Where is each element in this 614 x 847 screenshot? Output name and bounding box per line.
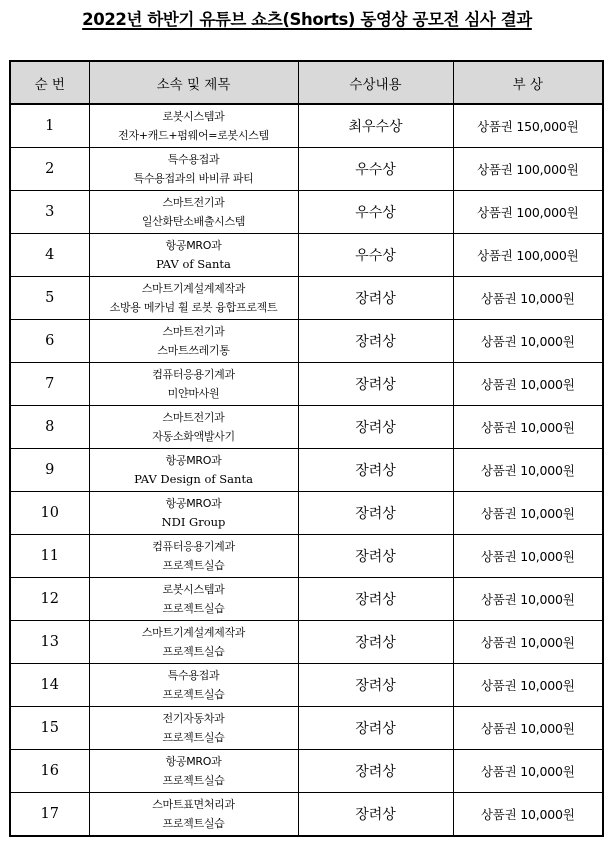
row-prize: 상품권 10,000원 xyxy=(453,578,603,621)
entry-department: 스마트기계설계제작과 xyxy=(141,282,246,295)
entry-department: 컴퓨터응용기계과 xyxy=(152,368,235,381)
entry-department: 스마트전기과 xyxy=(162,411,225,424)
row-number: 16 xyxy=(10,750,89,793)
row-entry xyxy=(89,449,298,492)
entry-department: 항공MRO과 xyxy=(165,454,222,467)
row-award: 장려상 xyxy=(298,277,453,320)
header-number: 순 번 xyxy=(10,61,89,104)
table-row xyxy=(10,191,603,234)
entry-title: 미얀마사원 xyxy=(167,387,220,400)
entry-department: 로봇시스템과 xyxy=(162,583,225,596)
row-prize: 상품권 100,000원 xyxy=(453,191,603,234)
row-entry xyxy=(89,750,298,793)
entry-department: 항공MRO과 xyxy=(165,497,222,510)
entry-title: 프로젝트실습 xyxy=(162,731,225,744)
row-prize: 상품권 10,000원 xyxy=(453,621,603,664)
entry-title: PAV Design of Santa xyxy=(134,472,253,486)
entry-department: 전기자동차과 xyxy=(162,712,225,725)
row-number: 15 xyxy=(10,707,89,750)
entry-title: 일산화탄소배출시스템 xyxy=(141,215,246,228)
row-prize: 상품권 10,000원 xyxy=(453,664,603,707)
row-entry xyxy=(89,578,298,621)
entry-department: 스마트전기과 xyxy=(162,196,225,209)
table-row xyxy=(10,750,603,793)
row-entry xyxy=(89,492,298,535)
row-award: 우수상 xyxy=(298,234,453,277)
row-prize: 상품권 150,000원 xyxy=(453,104,603,148)
header-prize: 부 상 xyxy=(453,61,603,104)
row-award: 최우수상 xyxy=(298,104,453,148)
row-award: 장려상 xyxy=(298,707,453,750)
row-award: 우수상 xyxy=(298,191,453,234)
entry-department: 항공MRO과 xyxy=(165,239,222,252)
row-prize: 상품권 10,000원 xyxy=(453,449,603,492)
entry-title: 프로젝트실습 xyxy=(162,817,225,830)
table-row xyxy=(10,578,603,621)
row-entry xyxy=(89,664,298,707)
row-prize: 상품권 10,000원 xyxy=(453,750,603,793)
row-number: 1 xyxy=(10,104,89,148)
row-entry xyxy=(89,535,298,578)
table-row xyxy=(10,621,603,664)
row-number: 12 xyxy=(10,578,89,621)
entry-title: PAV of Santa xyxy=(156,257,231,271)
row-award: 장려상 xyxy=(298,578,453,621)
entry-title: 특수용접과의 바비큐 파티 xyxy=(133,172,254,185)
table-row xyxy=(10,793,603,837)
row-number: 4 xyxy=(10,234,89,277)
row-award: 장려상 xyxy=(298,664,453,707)
table-row xyxy=(10,148,603,191)
row-prize: 상품권 10,000원 xyxy=(453,707,603,750)
entry-title: 프로젝트실습 xyxy=(162,645,225,658)
header-entry: 소속 및 제목 xyxy=(89,61,298,104)
row-award: 우수상 xyxy=(298,148,453,191)
row-award: 장려상 xyxy=(298,750,453,793)
row-prize: 상품권 10,000원 xyxy=(453,492,603,535)
entry-department: 스마트기계설계제작과 xyxy=(141,626,246,639)
entry-title: 프로젝트실습 xyxy=(162,688,225,701)
row-number: 7 xyxy=(10,363,89,406)
row-number: 13 xyxy=(10,621,89,664)
row-entry xyxy=(89,793,298,837)
row-award: 장려상 xyxy=(298,363,453,406)
table-row xyxy=(10,234,603,277)
row-number: 11 xyxy=(10,535,89,578)
entry-title: NDI Group xyxy=(161,515,226,529)
row-number: 3 xyxy=(10,191,89,234)
table-row xyxy=(10,363,603,406)
page-title xyxy=(0,6,614,30)
table-row xyxy=(10,104,603,148)
row-prize: 상품권 10,000원 xyxy=(453,320,603,363)
entry-title: 자동소화액발사기 xyxy=(152,430,235,443)
entry-title: 스마트쓰레기통 xyxy=(157,344,230,357)
row-number: 5 xyxy=(10,277,89,320)
row-prize: 상품권 10,000원 xyxy=(453,793,603,837)
results-table xyxy=(9,60,604,837)
row-entry xyxy=(89,406,298,449)
row-prize: 상품권 10,000원 xyxy=(453,277,603,320)
row-entry xyxy=(89,148,298,191)
row-award: 장려상 xyxy=(298,793,453,837)
table-header-row xyxy=(10,61,603,104)
table-row xyxy=(10,664,603,707)
row-prize: 상품권 10,000원 xyxy=(453,535,603,578)
row-entry xyxy=(89,621,298,664)
row-award: 장려상 xyxy=(298,320,453,363)
entry-title: 소방용 메카넘 휠 로봇 융합프로젝트 xyxy=(109,301,278,314)
table-row xyxy=(10,492,603,535)
entry-title: 프로젝트실습 xyxy=(162,602,225,615)
row-award: 장려상 xyxy=(298,492,453,535)
table-row xyxy=(10,707,603,750)
row-award: 장려상 xyxy=(298,535,453,578)
row-number: 14 xyxy=(10,664,89,707)
table-row xyxy=(10,320,603,363)
table-row xyxy=(10,277,603,320)
row-prize: 상품권 100,000원 xyxy=(453,234,603,277)
row-entry xyxy=(89,363,298,406)
row-entry xyxy=(89,707,298,750)
row-entry xyxy=(89,104,298,148)
table-row xyxy=(10,449,603,492)
row-award: 장려상 xyxy=(298,449,453,492)
row-prize: 상품권 10,000원 xyxy=(453,406,603,449)
entry-department: 특수용접과 xyxy=(167,153,220,166)
row-number: 10 xyxy=(10,492,89,535)
header-award: 수상내용 xyxy=(298,61,453,104)
row-entry xyxy=(89,320,298,363)
row-prize: 상품권 100,000원 xyxy=(453,148,603,191)
entry-department: 컴퓨터응용기계과 xyxy=(152,540,235,553)
entry-department: 스마트표면처리과 xyxy=(152,798,235,811)
row-award: 장려상 xyxy=(298,621,453,664)
row-entry xyxy=(89,191,298,234)
entry-department: 특수용접과 xyxy=(167,669,220,682)
row-entry xyxy=(89,277,298,320)
entry-title: 전자+캐드+펌웨어=로봇시스템 xyxy=(118,129,269,142)
entry-department: 항공MRO과 xyxy=(165,755,222,768)
row-number: 9 xyxy=(10,449,89,492)
table-row xyxy=(10,535,603,578)
entry-department: 스마트전기과 xyxy=(162,325,225,338)
entry-title: 프로젝트실습 xyxy=(162,559,225,572)
row-number: 2 xyxy=(10,148,89,191)
entry-title: 프로젝트실습 xyxy=(162,774,225,787)
row-award: 장려상 xyxy=(298,406,453,449)
entry-department: 로봇시스템과 xyxy=(162,110,225,123)
table-body xyxy=(10,104,603,836)
row-prize: 상품권 10,000원 xyxy=(453,363,603,406)
row-entry xyxy=(89,234,298,277)
page-title-text: 2022년 하반기 유튜브 쇼츠(Shorts) 동영상 공모전 심사 결과 xyxy=(82,10,532,29)
row-number: 17 xyxy=(10,793,89,837)
table-row xyxy=(10,406,603,449)
row-number: 8 xyxy=(10,406,89,449)
row-number: 6 xyxy=(10,320,89,363)
